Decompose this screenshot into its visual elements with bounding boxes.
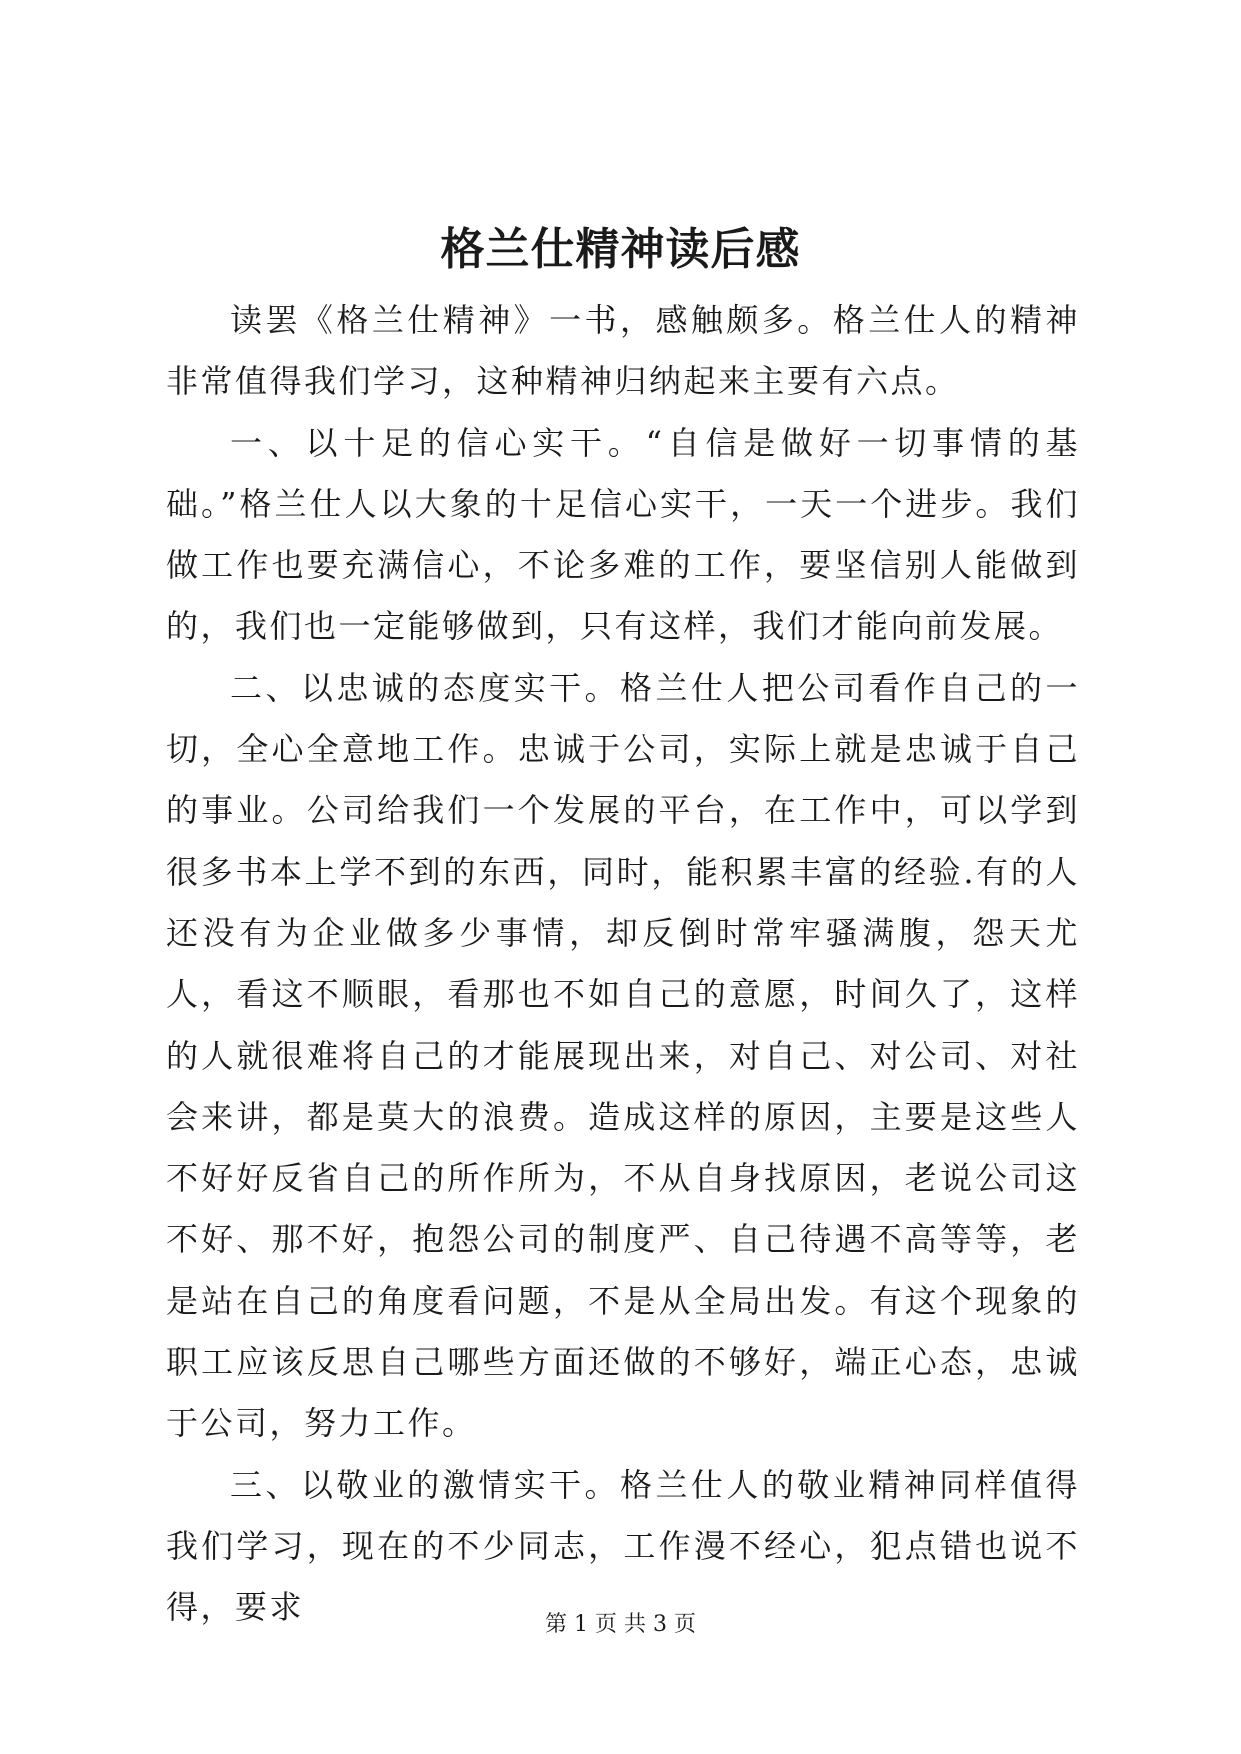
document-body — [166, 290, 1080, 1639]
page-footer: 第 1 页 共 3 页 — [545, 1612, 696, 1637]
document-title: 格兰仕精神读后感 — [440, 224, 801, 275]
paragraph-point-3: 三、以敬业的激情实干。格兰仕人的敬业精神同样值得我们学习，现在的不少同志，工作漫不经心，犯点错也说不得，要求 — [166, 1465, 1080, 1627]
paragraph-intro: 读罢《格兰仕精神》一书，感触颇多。格兰仕人的精神非常值得我们学习，这种精神归纳起来主要有六点。 — [166, 301, 1080, 401]
paragraph-point-1: 一、以十足的信心实干。“自信是做好一切事情的基础。”格兰仕人以大象的十足信心实干，一天一个进步。我们做工作也要充满信心，不论多难的工作，要坚信别人能做到的，我们也一定能够做到，只有这样，我们才能向前发展。 — [166, 423, 1080, 646]
paragraph-point-2: 二、以忠诚的态度实干。格兰仕人把公司看作自己的一切，全心全意地工作。忠诚于公司，实际上就是忠诚于自己的事业。公司给我们一个发展的平台，在工作中，可以学到很多书本上学不到的东西，同时，能积累丰富的经验.有的人还没有为企业做多少事情，却反倒时常牢骚满腹，怨天尤人，看这不顺眼，看那也不如自己的意愿，时间久了，这样的人就很难将自己的才能展现出来，对自己、对公司、对社会来讲，都是莫大的浪费。造成这样的原因，主要是这些人不好好反省自己的所作所为，不从自身找原因，老说公司这不好、那不好，抱怨公司的制度严、自己待遇不高等等，老是站在自己的角度看问题，不是从全局出发。有这个现象的职工应该反思自己哪些方面还做的不够好，端正心态，忠诚于公司，努力工作。 — [166, 668, 1080, 1443]
